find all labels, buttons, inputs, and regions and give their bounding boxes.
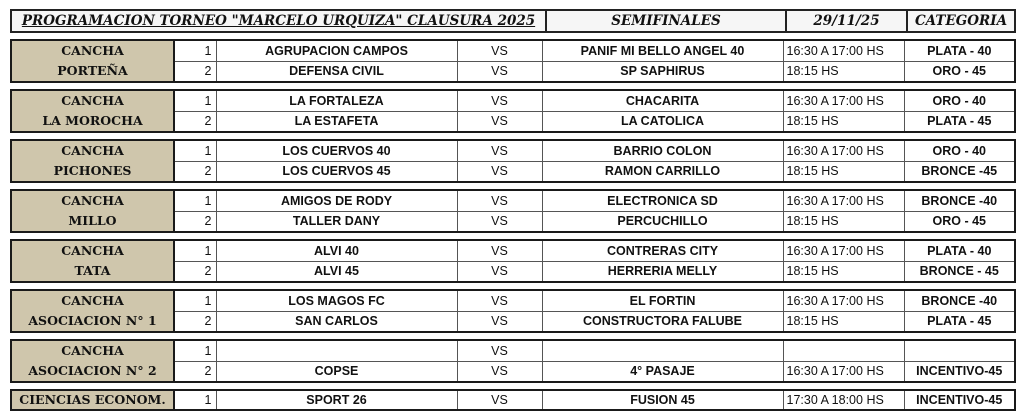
match-category: PLATA - 40	[904, 40, 1015, 61]
vs-label: VS	[457, 340, 542, 361]
match-group	[10, 189, 1016, 233]
venue-cell	[11, 240, 174, 282]
away-team: EL FORTIN	[542, 290, 783, 311]
match-number: 1	[174, 290, 216, 311]
match-number: 2	[174, 311, 216, 332]
match-number: 2	[174, 161, 216, 182]
vs-label: VS	[457, 161, 542, 182]
header-row	[10, 9, 1016, 33]
vs-label: VS	[457, 111, 542, 132]
match-row	[11, 390, 1015, 410]
away-team: BARRIO COLON	[542, 140, 783, 161]
vs-label: VS	[457, 61, 542, 82]
date-label: 29/11/25	[786, 10, 907, 32]
away-team: SP SAPHIRUS	[542, 61, 783, 82]
match-number: 1	[174, 340, 216, 361]
schedule-sheet	[10, 9, 1014, 411]
away-team: FUSION 45	[542, 390, 783, 410]
match-category: ORO - 45	[904, 61, 1015, 82]
away-team: HERRERIA MELLY	[542, 261, 783, 282]
venue-line1: CANCHA	[61, 143, 124, 158]
match-group	[10, 89, 1016, 133]
match-category: PLATA - 40	[904, 240, 1015, 261]
match-group	[10, 389, 1016, 411]
venue-line2: LA MOROCHA	[42, 113, 143, 128]
home-team: SAN CARLOS	[216, 311, 457, 332]
venue-cell	[11, 190, 174, 232]
venue-cell	[11, 90, 174, 132]
home-team: AMIGOS DE RODY	[216, 190, 457, 211]
match-group	[10, 139, 1016, 183]
match-row	[11, 90, 1015, 111]
match-number: 2	[174, 111, 216, 132]
away-team: PERCUCHILLO	[542, 211, 783, 232]
away-team: 4° PASAJE	[542, 361, 783, 382]
away-team: LA CATOLICA	[542, 111, 783, 132]
match-time: 18:15 HS	[783, 211, 904, 232]
home-team: LOS CUERVOS 40	[216, 140, 457, 161]
home-team: DEFENSA CIVIL	[216, 61, 457, 82]
away-team: RAMON CARRILLO	[542, 161, 783, 182]
match-row	[11, 340, 1015, 361]
home-team: ALVI 45	[216, 261, 457, 282]
match-row	[11, 190, 1015, 211]
match-category: PLATA - 45	[904, 111, 1015, 132]
match-category: INCENTIVO-45	[904, 361, 1015, 382]
away-team: CONTRERAS CITY	[542, 240, 783, 261]
venue-line1: CIENCIAS ECONOM.	[19, 392, 166, 407]
vs-label: VS	[457, 390, 542, 410]
home-team: SPORT 26	[216, 390, 457, 410]
match-number: 2	[174, 211, 216, 232]
match-time: 16:30 A 17:00 HS	[783, 90, 904, 111]
match-time: 16:30 A 17:00 HS	[783, 290, 904, 311]
match-category: ORO - 45	[904, 211, 1015, 232]
venue-line2: PICHONES	[53, 163, 132, 178]
venue-cell	[11, 340, 174, 382]
match-category	[904, 340, 1015, 361]
match-group	[10, 289, 1016, 333]
match-number: 1	[174, 40, 216, 61]
home-team: COPSE	[216, 361, 457, 382]
match-number: 1	[174, 190, 216, 211]
tournament-title: PROGRAMACION TORNEO "MARCELO URQUIZA" CLAUSURA 2025	[11, 10, 546, 32]
match-group	[10, 339, 1016, 383]
match-number: 2	[174, 361, 216, 382]
venue-cell	[11, 290, 174, 332]
match-time: 16:30 A 17:00 HS	[783, 140, 904, 161]
venue-line1: CANCHA	[61, 343, 124, 358]
match-group	[10, 39, 1016, 83]
vs-label: VS	[457, 190, 542, 211]
away-team: CHACARITA	[542, 90, 783, 111]
home-team: ALVI 40	[216, 240, 457, 261]
venue-line2: MILLO	[68, 213, 117, 228]
match-category: ORO - 40	[904, 90, 1015, 111]
match-category: BRONCE -40	[904, 290, 1015, 311]
venue-line1: CANCHA	[61, 93, 124, 108]
match-number: 1	[174, 140, 216, 161]
match-number: 1	[174, 90, 216, 111]
match-category: INCENTIVO-45	[904, 390, 1015, 410]
match-time: 17:30 A 18:00 HS	[783, 390, 904, 410]
away-team: CONSTRUCTORA FALUBE	[542, 311, 783, 332]
vs-label: VS	[457, 90, 542, 111]
venue-line2: ASOCIACION N° 2	[28, 363, 157, 378]
match-row	[11, 40, 1015, 61]
vs-label: VS	[457, 211, 542, 232]
match-row	[11, 290, 1015, 311]
venue-cell	[11, 40, 174, 82]
match-time: 18:15 HS	[783, 311, 904, 332]
vs-label: VS	[457, 361, 542, 382]
venue-cell	[11, 390, 174, 410]
match-groups	[10, 33, 1014, 411]
category-header: CATEGORIA	[907, 10, 1015, 32]
match-category: BRONCE - 45	[904, 261, 1015, 282]
vs-label: VS	[457, 40, 542, 61]
match-time: 18:15 HS	[783, 261, 904, 282]
venue-line2: TATA	[74, 263, 111, 278]
match-time: 16:30 A 17:00 HS	[783, 190, 904, 211]
match-group	[10, 239, 1016, 283]
home-team: LA FORTALEZA	[216, 90, 457, 111]
home-team: LOS CUERVOS 45	[216, 161, 457, 182]
venue-line1: CANCHA	[61, 193, 124, 208]
match-time	[783, 340, 904, 361]
venue-line1: CANCHA	[61, 243, 124, 258]
vs-label: VS	[457, 240, 542, 261]
match-time: 18:15 HS	[783, 111, 904, 132]
match-time: 16:30 A 17:00 HS	[783, 240, 904, 261]
vs-label: VS	[457, 311, 542, 332]
home-team: TALLER DANY	[216, 211, 457, 232]
away-team: PANIF MI BELLO ANGEL 40	[542, 40, 783, 61]
venue-line2: PORTEÑA	[57, 63, 128, 78]
home-team	[216, 340, 457, 361]
match-category: ORO - 40	[904, 140, 1015, 161]
match-category: PLATA - 45	[904, 311, 1015, 332]
match-category: BRONCE -40	[904, 190, 1015, 211]
home-team: LOS MAGOS FC	[216, 290, 457, 311]
away-team	[542, 340, 783, 361]
match-row	[11, 240, 1015, 261]
venue-line1: CANCHA	[61, 293, 124, 308]
venue-line1: CANCHA	[61, 43, 124, 58]
match-time: 16:30 A 17:00 HS	[783, 361, 904, 382]
match-number: 1	[174, 240, 216, 261]
match-time: 18:15 HS	[783, 61, 904, 82]
match-category: BRONCE -45	[904, 161, 1015, 182]
match-number: 2	[174, 261, 216, 282]
away-team: ELECTRONICA SD	[542, 190, 783, 211]
venue-cell	[11, 140, 174, 182]
match-number: 1	[174, 390, 216, 410]
match-time: 18:15 HS	[783, 161, 904, 182]
vs-label: VS	[457, 290, 542, 311]
home-team: LA ESTAFETA	[216, 111, 457, 132]
match-time: 16:30 A 17:00 HS	[783, 40, 904, 61]
match-row	[11, 140, 1015, 161]
venue-line2: ASOCIACION N° 1	[28, 313, 157, 328]
home-team: AGRUPACION CAMPOS	[216, 40, 457, 61]
vs-label: VS	[457, 140, 542, 161]
match-number: 2	[174, 61, 216, 82]
stage-label: SEMIFINALES	[546, 10, 786, 32]
vs-label: VS	[457, 261, 542, 282]
